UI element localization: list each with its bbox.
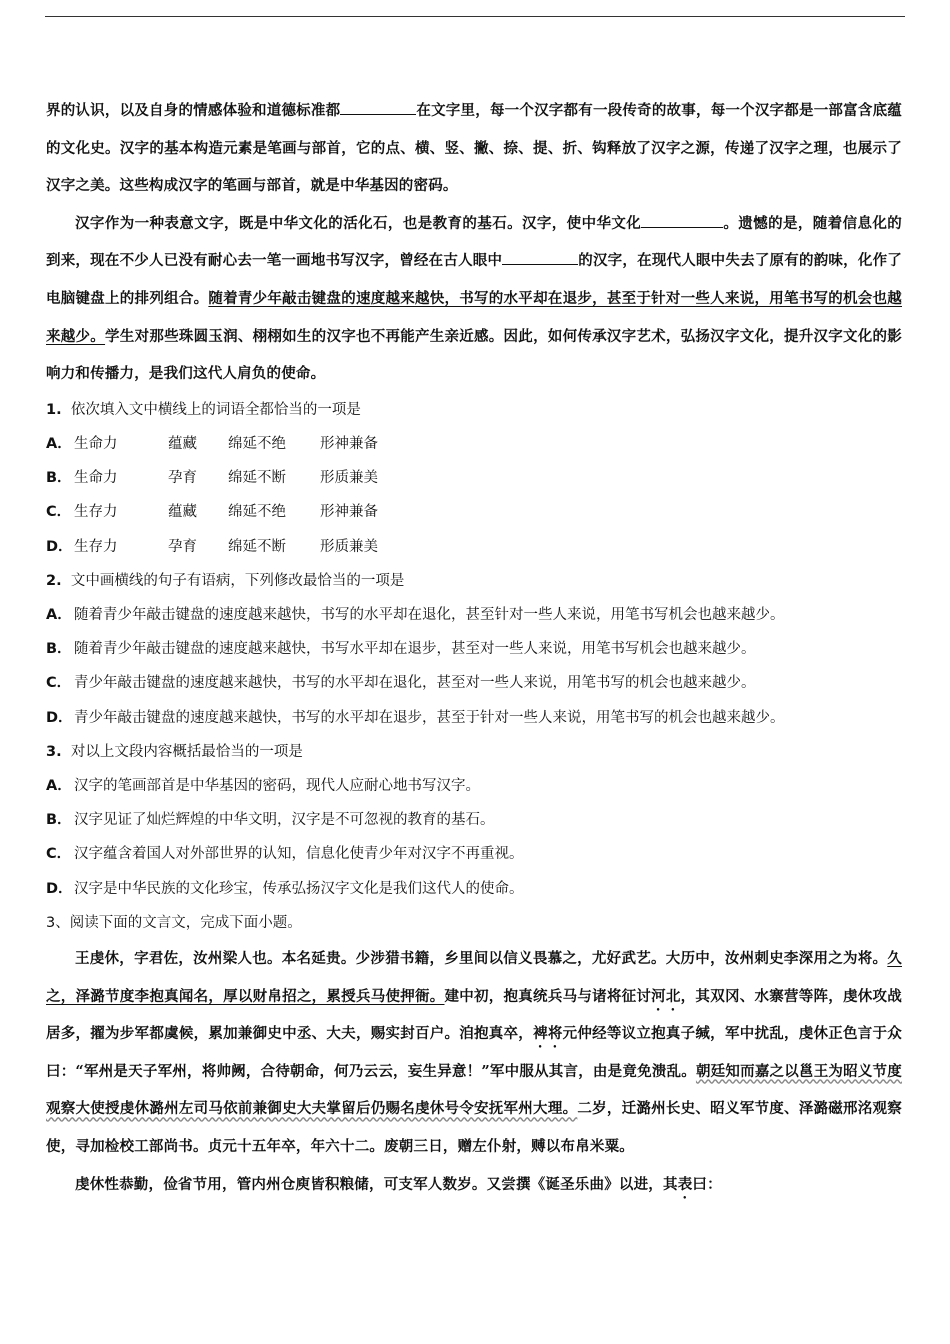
option-word: 绵延不绝 bbox=[228, 435, 286, 452]
question-3-stem bbox=[46, 735, 902, 769]
dotted-term: 表 bbox=[677, 1175, 693, 1193]
option-word: 形神兼备 bbox=[320, 504, 378, 521]
dotted-term: 裨将 bbox=[533, 1025, 563, 1043]
question-2-option-b bbox=[46, 632, 902, 666]
passage1-paragraph-2 bbox=[46, 205, 902, 393]
option-word: 绵延不绝 bbox=[228, 504, 286, 521]
question-3-option-c bbox=[46, 837, 902, 871]
passage2-paragraph-2 bbox=[46, 1166, 902, 1204]
option-label: D． bbox=[46, 709, 73, 726]
passage2-text: 元仲经等议立抱真子缄，军中扰乱，虔休正色言于众曰：“军州是天子军州，将帅阙，合待朝命，何乃云云，妄生异意！”军中服从其言，由是竟免溃乱。 bbox=[46, 1025, 902, 1080]
option-word: 绵延不断 bbox=[228, 470, 286, 487]
option-word: 生存力 bbox=[74, 538, 118, 555]
passage1-text: 的汉字，在现代人眼中失去了原有的韵味，化作了电脑键盘上的排列组合。 bbox=[46, 252, 902, 307]
question-1-option-c bbox=[46, 495, 902, 529]
passage2-paragraph-1 bbox=[46, 940, 902, 1166]
question-stem-text: 对以上文段内容概括最恰当的一项是 bbox=[70, 743, 303, 760]
option-text: 汉字是中华民族的文化珍宝，传承弘扬汉字文化是我们这代人的使命。 bbox=[74, 880, 524, 897]
option-text: 随着青少年敲击键盘的速度越来越快，书写水平却在退步，甚至对一些人来说，用笔书写机会也越来越少。 bbox=[74, 641, 756, 658]
question-2-option-a bbox=[46, 598, 902, 632]
passage1-text: 。遗憾的是，随着信息化的到来，现在不少人已没有耐心去一笔一画地书写汉字，曾经在古人眼中 bbox=[46, 214, 902, 270]
question-2-option-d bbox=[46, 701, 902, 735]
question-3-option-d bbox=[46, 872, 902, 906]
option-text: 汉字蕴含着国人对外部世界的认知，信息化使青少年对汉字不再重视。 bbox=[74, 846, 524, 863]
option-word: 生命力 bbox=[74, 470, 118, 487]
question-1-option-b bbox=[46, 461, 902, 495]
header-rule bbox=[45, 16, 905, 17]
passage1-paragraph-1 bbox=[46, 92, 902, 205]
passage2-text: 曰： bbox=[692, 1175, 722, 1193]
option-label: D． bbox=[46, 880, 73, 897]
option-text: 随着青少年敲击键盘的速度越来越快，书写的水平却在退化，甚至针对一些人来说，用笔书写机会也越来越少。 bbox=[74, 606, 785, 623]
passage2-text: 虔休性恭勤，俭省节用，管内州仓庾皆积粮储，可支军人数岁。又尝撰《诞圣乐曲》以进，其 bbox=[75, 1175, 678, 1193]
option-label: B． bbox=[46, 812, 72, 829]
question-number: 1. bbox=[46, 401, 62, 418]
option-label: A． bbox=[46, 606, 72, 623]
option-word: 形神兼备 bbox=[320, 435, 378, 452]
option-text: 青少年敲击键盘的速度越来越快，书写的水平却在退化，甚至对一些人来说，用笔书写的机会也越来越少。 bbox=[74, 675, 756, 692]
underlined-sentence: 久之，泽潞节度李抱真闻名，厚以财帛招之，累授兵马使押衙。 bbox=[46, 950, 902, 1005]
option-label: A． bbox=[46, 777, 72, 794]
option-word: 形质兼美 bbox=[320, 538, 378, 555]
question-1-option-d bbox=[46, 530, 902, 564]
fill-blank-1 bbox=[340, 100, 416, 115]
option-text: 青少年敲击键盘的速度越来越快，书写的水平却在退步，甚至于针对一些人来说，用笔书写的机会也越来越少。 bbox=[74, 709, 785, 726]
underlined-sentence: 随着青少年敲击键盘的速度越来越快，书写的水平却在退步，甚至于针对一些人来说，用笔书写的机会也越来越少。 bbox=[46, 289, 902, 345]
option-text: 汉字的笔画部首是中华基因的密码，现代人应耐心地书写汉字。 bbox=[74, 777, 480, 794]
option-label: B． bbox=[46, 470, 72, 487]
option-word: 绵延不断 bbox=[228, 538, 286, 555]
fill-blank-2 bbox=[641, 213, 723, 228]
option-word: 生命力 bbox=[74, 435, 118, 452]
option-word: 孕育 bbox=[168, 470, 197, 487]
option-label: B． bbox=[46, 641, 72, 658]
option-label: C． bbox=[46, 504, 72, 521]
passage1-text: 界的认识，以及自身的情感体验和道德标准都 bbox=[46, 102, 341, 119]
section-3-heading: 3、阅读下面的文言文，完成下面小题。 bbox=[46, 914, 302, 931]
passage1-text: 学生对那些珠圆玉润、栩栩如生的汉字也不再能产生亲近感。因此，如何传承汉字艺术，弘扬汉字文化，提升汉字文化的影响力和传播力，是我们这代人肩负的使命。 bbox=[46, 327, 902, 383]
passage2-text: 王虔休，字君佐，汝州梁人也。本名延贵。少涉猎书籍，乡里间以信义畏慕之，尤好武艺。大历中，汝州刺史李深用之为将。 bbox=[75, 950, 888, 967]
option-word: 蕴藏 bbox=[168, 504, 197, 521]
option-word: 生存力 bbox=[74, 504, 118, 521]
question-2-stem bbox=[46, 564, 902, 598]
question-2-option-c bbox=[46, 666, 902, 700]
passage2-text: 二岁，迁潞州长史、昭义军节度、泽潞磁邢洺观察使，寻加检校工部尚书。贞元十五年卒，年六十二。废朝三日，赠左仆射，赙以布帛米粟。 bbox=[46, 1100, 902, 1155]
passage2-text: 建中初，抱真统兵马与诸将征讨 bbox=[444, 987, 652, 1005]
question-number: 2. bbox=[46, 572, 62, 589]
option-label: C． bbox=[46, 675, 72, 692]
passage1-text: 汉字作为一种表意文字，既是中华文化的活化石，也是教育的基石。汉字，使中华文化 bbox=[75, 214, 642, 232]
question-stem-text: 依次填入文中横线上的词语全都恰当的一项是 bbox=[70, 401, 361, 418]
question-stem-text: 文中画横线的句子有语病，下列修改最恰当的一项是 bbox=[70, 572, 405, 589]
passage1-text: 在文字里，每一个汉字都有一段传奇的故事，每一个汉字都是一部富含底蕴的文化史。汉字的基本构造元素是笔画与部首，它的点、横、竖、撇、捺、提、折、钩释放了汉字之源，传递了汉字之理，也展示了汉字之美。这些构成汉字的笔画与部首，就是中华基因的密码。 bbox=[46, 102, 902, 195]
question-1-stem bbox=[46, 393, 902, 427]
question-number: 3. bbox=[46, 743, 62, 760]
option-word: 蕴藏 bbox=[168, 435, 197, 452]
option-text: 汉字见证了灿烂辉煌的中华文明，汉字是不可忽视的教育的基石。 bbox=[74, 812, 495, 829]
question-3-option-a bbox=[46, 769, 902, 803]
passage2-text: ，其双冈、水寨营等阵，虔休攻战居多，擢为步军都虞候，累加兼御史中丞、大夫，赐实封百户。洎抱真卒， bbox=[46, 987, 902, 1043]
option-word: 形质兼美 bbox=[320, 470, 378, 487]
option-label: C． bbox=[46, 846, 72, 863]
dotted-term: 河北 bbox=[651, 987, 681, 1005]
document-body bbox=[46, 92, 902, 1203]
question-1-option-a bbox=[46, 427, 902, 461]
option-label: D． bbox=[46, 538, 73, 555]
fill-blank-3 bbox=[502, 250, 578, 265]
question-3-option-b bbox=[46, 803, 902, 837]
option-word: 孕育 bbox=[168, 538, 197, 555]
option-label: A． bbox=[46, 435, 72, 452]
wavy-underlined-sentence: 朝廷知而嘉之以邕王为昭义节度观察大使授虔休潞州左司马依前兼御史大夫掌留后仍赐名虔休号令安抚军州大理。 bbox=[46, 1062, 902, 1118]
